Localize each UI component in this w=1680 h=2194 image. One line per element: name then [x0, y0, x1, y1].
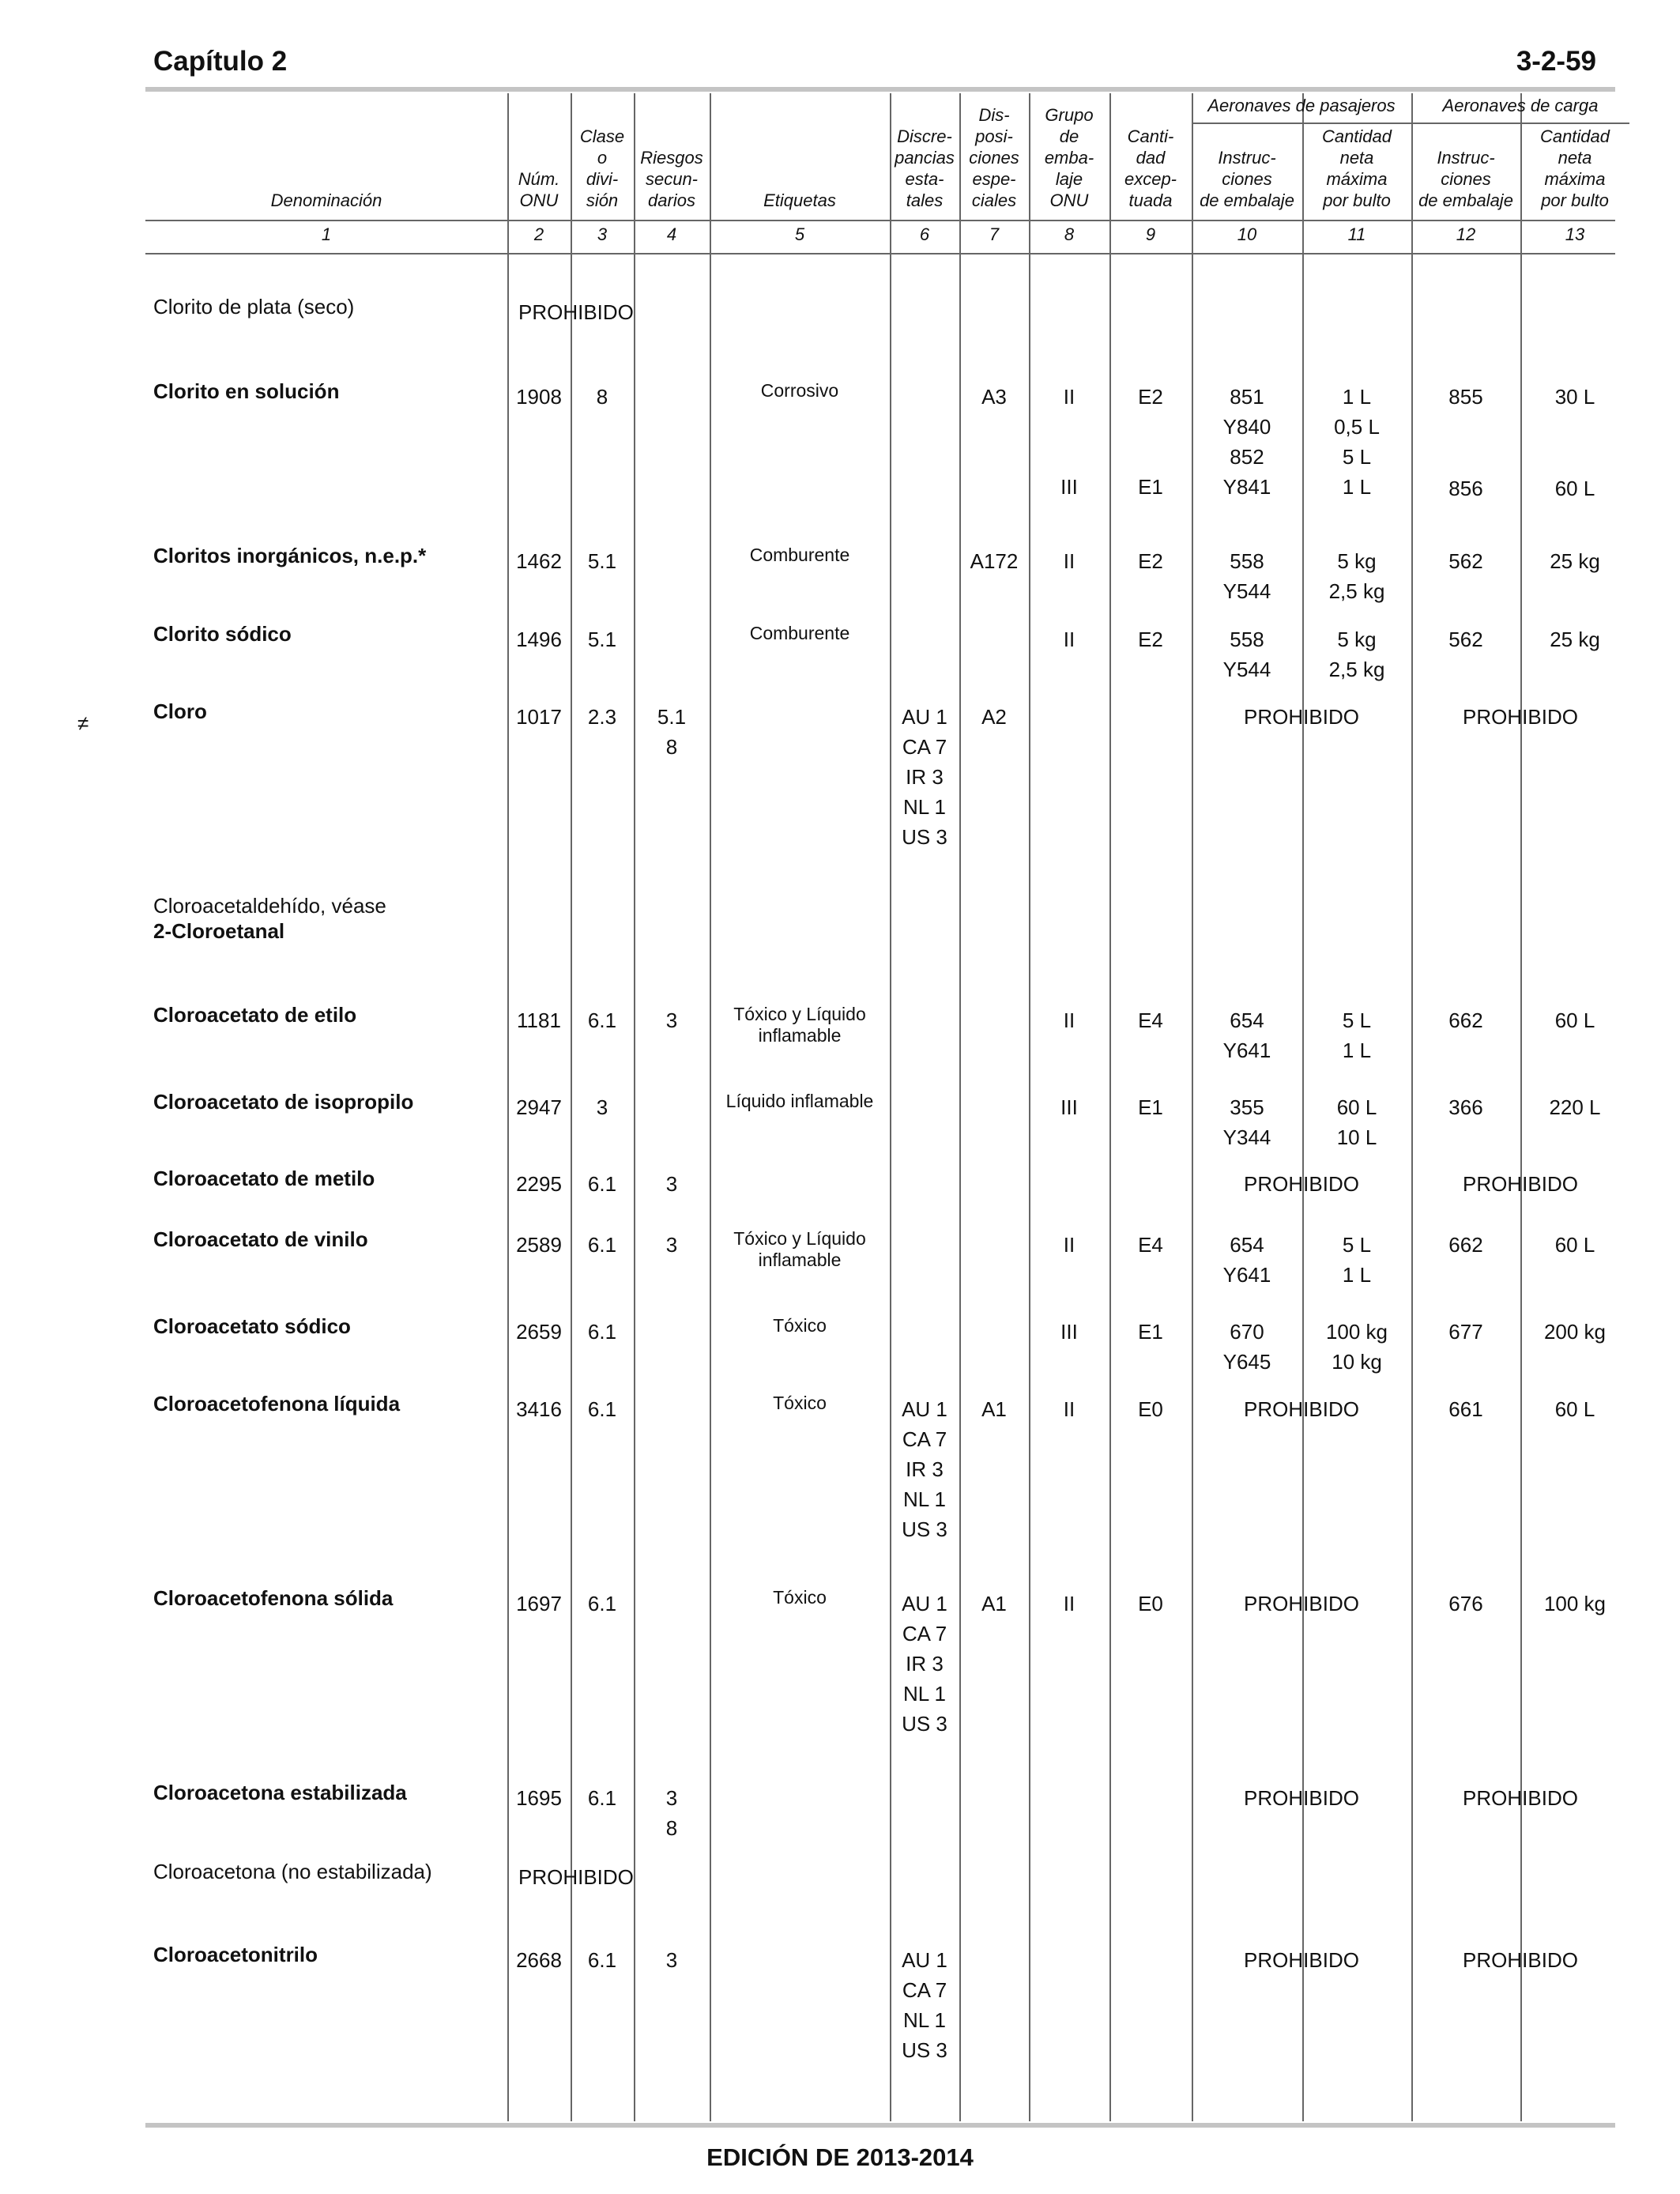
special-provisions: A1 [981, 1397, 1007, 1421]
page-number: 3-2-59 [1516, 46, 1596, 77]
packing-group: II [1063, 628, 1075, 651]
subsidiary-risks: 3 [665, 1233, 678, 1257]
substance-name: Cloroacetonitrilo [153, 1943, 318, 1966]
packing-group: II [1063, 1397, 1075, 1421]
cargo-packing-instruction: 562 [1448, 549, 1483, 573]
pax-max-quantity: 5 L 1 L [1342, 1008, 1372, 1062]
top-rule [145, 87, 1615, 92]
col-number-11: 11 [1347, 224, 1366, 244]
substance-name: Cloritos inorgánicos, n.e.p.* [153, 544, 427, 567]
cargo-max-quantity: 100 kg [1543, 1592, 1607, 1615]
labels: Comburente [749, 545, 850, 565]
labels: Corrosivo [760, 380, 839, 401]
substance-name: Clorito en solución [153, 379, 340, 403]
special-provisions: A172 [970, 549, 1019, 573]
col-number-6: 6 [919, 224, 930, 244]
substance-name: Clorito de plata (seco) [153, 295, 355, 319]
excepted-quantity: E2 [1138, 628, 1163, 651]
class-division: 6.1 [587, 1320, 617, 1344]
cargo-packing-instruction: 676 [1448, 1592, 1483, 1615]
substance-name: Cloroacetofenona sólida [153, 1586, 394, 1610]
substance-name: Cloroacetona (no estabilizada) [153, 1860, 432, 1883]
cargo-packing-instruction: 661 [1448, 1397, 1483, 1421]
excepted-quantity: E1 [1138, 1320, 1163, 1344]
substance-name: Cloroacetato de metilo [153, 1167, 375, 1190]
labels: Tóxico y Líquido inflamable [733, 1004, 866, 1046]
substance-name: Cloroacetato de etilo [153, 1003, 357, 1027]
col-number-8: 8 [1064, 224, 1075, 244]
un-number: 2295 [516, 1172, 562, 1196]
packing-group: II [1063, 1008, 1075, 1032]
edition-footer: EDICIÓN DE 2013-2014 [706, 2143, 974, 2171]
cargo-packing-instruction: 562 [1448, 628, 1483, 651]
pax-max-quantity: 100 kg 10 kg [1325, 1320, 1388, 1374]
cargo-max-quantity: 220 L [1549, 1095, 1601, 1119]
class-division: 2.3 [587, 705, 617, 729]
col-header-8: Grupo de emba- laje ONU [1044, 105, 1094, 210]
labels: Tóxico [773, 1587, 827, 1608]
cargo-prohibited: PROHIBIDO [1463, 1948, 1578, 1972]
class-division: 6.1 [587, 1008, 617, 1032]
cargo-packing-instruction: 366 [1448, 1095, 1483, 1119]
col-number-12: 12 [1456, 224, 1476, 244]
substance-name: Cloroacetato de isopropilo [153, 1090, 414, 1114]
col-number-7: 7 [989, 224, 1000, 244]
class-division: 8 [596, 385, 608, 409]
pax-packing-instruction: 558 Y544 [1222, 628, 1271, 681]
substance-name: Cloroacetato de vinilo [153, 1227, 368, 1251]
prohibited-text: PROHIBIDO [518, 1865, 634, 1889]
cargo-packing-instruction: 662 [1448, 1008, 1483, 1032]
subsidiary-risks: 3 [665, 1008, 678, 1032]
un-number: 1697 [516, 1592, 562, 1615]
pax-prohibited: PROHIBIDO [1244, 1172, 1359, 1196]
col-number-10: 10 [1237, 224, 1257, 244]
excepted-quantity: E4 [1138, 1233, 1163, 1257]
cargo-max-quantity: 60 L [1554, 1233, 1595, 1257]
subsidiary-risks: 5.1 8 [657, 705, 687, 759]
col-header-5: Etiquetas [763, 190, 836, 210]
cargo-max-quantity: 25 kg [1550, 549, 1600, 573]
cargo-max-quantity: 200 kg [1543, 1320, 1607, 1344]
col-number-1: 1 [321, 224, 332, 244]
cargo-prohibited: PROHIBIDO [1463, 705, 1578, 729]
cargo-packing-instruction: 855 856 [1448, 385, 1483, 500]
cargo-max-quantity: 30 L 60 L [1554, 385, 1595, 500]
class-division: 3 [596, 1095, 608, 1119]
pax-packing-instruction: 558 Y544 [1222, 549, 1271, 603]
cargo-packing-instruction: 677 [1448, 1320, 1483, 1344]
pax-max-quantity: 1 L 0,5 L 5 L 1 L [1334, 385, 1380, 499]
cargo-max-quantity: 60 L [1554, 1397, 1595, 1421]
un-number: 1181 [517, 1008, 561, 1032]
un-number: 3416 [516, 1397, 562, 1421]
special-provisions: A2 [981, 705, 1007, 729]
excepted-quantity: E4 [1138, 1008, 1163, 1032]
labels: Líquido inflamable [725, 1091, 874, 1111]
excepted-quantity: E0 [1138, 1592, 1163, 1615]
class-division: 6.1 [587, 1786, 617, 1810]
pax-max-quantity: 5 L 1 L [1342, 1233, 1372, 1287]
state-variations: AU 1 CA 7 IR 3 NL 1 US 3 [902, 1592, 947, 1736]
excepted-quantity: E2 [1138, 549, 1163, 573]
excepted-quantity: E0 [1138, 1397, 1163, 1421]
class-division: 6.1 [587, 1948, 617, 1972]
group-header-passenger: Aeronaves de pasajeros [1207, 96, 1396, 115]
pax-packing-instruction: 851 Y840 852 Y841 [1222, 385, 1271, 499]
cargo-max-quantity: 60 L [1554, 1008, 1595, 1032]
subsidiary-risks: 3 8 [665, 1786, 678, 1840]
packing-group: III [1060, 1095, 1078, 1119]
col-header-13: Cantidad neta máxima por bulto [1539, 126, 1610, 210]
pax-max-quantity: 5 kg 2,5 kg [1328, 549, 1385, 603]
labels: Tóxico y Líquido inflamable [733, 1228, 866, 1270]
un-number: 2659 [516, 1320, 562, 1344]
col-header-2: Núm. ONU [518, 169, 560, 210]
pax-prohibited: PROHIBIDO [1244, 1592, 1359, 1615]
col-header-9: Canti- dad excep- tuada [1124, 126, 1177, 210]
col-header-3: Clase o divi- sión [579, 126, 625, 210]
col-header-6: Discre- pancias esta- tales [895, 126, 955, 210]
cargo-max-quantity: 25 kg [1550, 628, 1600, 651]
un-number: 1908 [516, 385, 562, 409]
substance-name: Cloroacetofenona líquida [153, 1392, 401, 1416]
class-division: 5.1 [587, 628, 617, 651]
special-provisions: A1 [981, 1592, 1007, 1615]
un-number: 1017 [516, 705, 562, 729]
packing-group: II [1063, 549, 1075, 573]
pax-prohibited: PROHIBIDO [1244, 1397, 1359, 1421]
substance-name [153, 893, 501, 944]
col-header-12: Instruc- ciones de embalaje [1418, 148, 1513, 210]
pax-max-quantity: 5 kg 2,5 kg [1328, 628, 1385, 681]
cargo-prohibited: PROHIBIDO [1463, 1786, 1578, 1810]
cargo-prohibited: PROHIBIDO [1463, 1172, 1578, 1196]
pax-max-quantity: 60 L 10 L [1336, 1095, 1377, 1149]
col-number-3: 3 [597, 224, 608, 244]
chapter-title: Capítulo 2 [153, 46, 288, 77]
pax-prohibited: PROHIBIDO [1244, 705, 1359, 729]
col-number-2: 2 [533, 224, 544, 244]
pax-prohibited: PROHIBIDO [1244, 1948, 1359, 1972]
packing-group: III [1060, 1320, 1078, 1344]
un-number: 2947 [516, 1095, 562, 1119]
col-header-10: Instruc- ciones de embalaje [1200, 148, 1294, 210]
bottom-rule [145, 2123, 1615, 2128]
col-header-4: Riesgos secun- darios [640, 148, 703, 210]
col-number-9: 9 [1145, 224, 1156, 244]
prohibited-text: PROHIBIDO [518, 300, 634, 324]
special-provisions: A3 [981, 385, 1007, 409]
un-number: 2589 [516, 1233, 562, 1257]
cross-reference-text: Cloroacetaldehído, véase [153, 894, 386, 918]
substance-name: Cloroacetona estabilizada [153, 1781, 407, 1804]
excepted-quantity: E2 E1 [1138, 385, 1163, 499]
un-number: 2668 [516, 1948, 562, 1972]
un-number: 1496 [516, 628, 562, 651]
state-variations: AU 1 CA 7 IR 3 NL 1 US 3 [902, 1397, 947, 1541]
class-division: 6.1 [587, 1172, 617, 1196]
labels: Tóxico [773, 1315, 827, 1336]
pax-packing-instruction: 355 Y344 [1222, 1095, 1271, 1149]
class-division: 6.1 [587, 1233, 617, 1257]
cross-reference-target: 2-Cloroetanal [153, 919, 285, 943]
subsidiary-risks: 3 [665, 1172, 678, 1196]
state-variations: AU 1 CA 7 IR 3 NL 1 US 3 [902, 705, 947, 849]
change-mark: ≠ [77, 711, 89, 735]
group-header-cargo: Aeronaves de carga [1442, 96, 1599, 115]
substance-name: Clorito sódico [153, 622, 292, 646]
un-number: 1462 [516, 549, 562, 573]
pax-packing-instruction: 670 Y645 [1222, 1320, 1271, 1374]
labels: Comburente [749, 623, 850, 643]
packing-group: II [1063, 1592, 1075, 1615]
substance-name: Cloro [153, 699, 207, 723]
col-header-7: Dis- posi- ciones espe- ciales [969, 105, 1019, 210]
packing-group: II III [1060, 385, 1078, 499]
pax-prohibited: PROHIBIDO [1244, 1786, 1359, 1810]
col-header-11: Cantidad neta máxima por bulto [1321, 126, 1392, 210]
class-division: 5.1 [587, 549, 617, 573]
class-division: 6.1 [587, 1397, 617, 1421]
pax-packing-instruction: 654 Y641 [1222, 1008, 1271, 1062]
pax-packing-instruction: 654 Y641 [1222, 1233, 1271, 1287]
labels: Tóxico [773, 1393, 827, 1413]
col-number-4: 4 [666, 224, 677, 244]
subsidiary-risks: 3 [665, 1948, 678, 1972]
un-number: 1695 [516, 1786, 562, 1810]
substance-name: Cloroacetato sódico [153, 1314, 351, 1338]
packing-group: II [1063, 1233, 1075, 1257]
col-number-13: 13 [1565, 224, 1585, 244]
class-division: 6.1 [587, 1592, 617, 1615]
excepted-quantity: E1 [1138, 1095, 1163, 1119]
col-number-5: 5 [794, 224, 805, 244]
cargo-packing-instruction: 662 [1448, 1233, 1483, 1257]
col-header-1: Denominación [270, 190, 382, 210]
state-variations: AU 1 CA 7 NL 1 US 3 [902, 1948, 947, 2062]
